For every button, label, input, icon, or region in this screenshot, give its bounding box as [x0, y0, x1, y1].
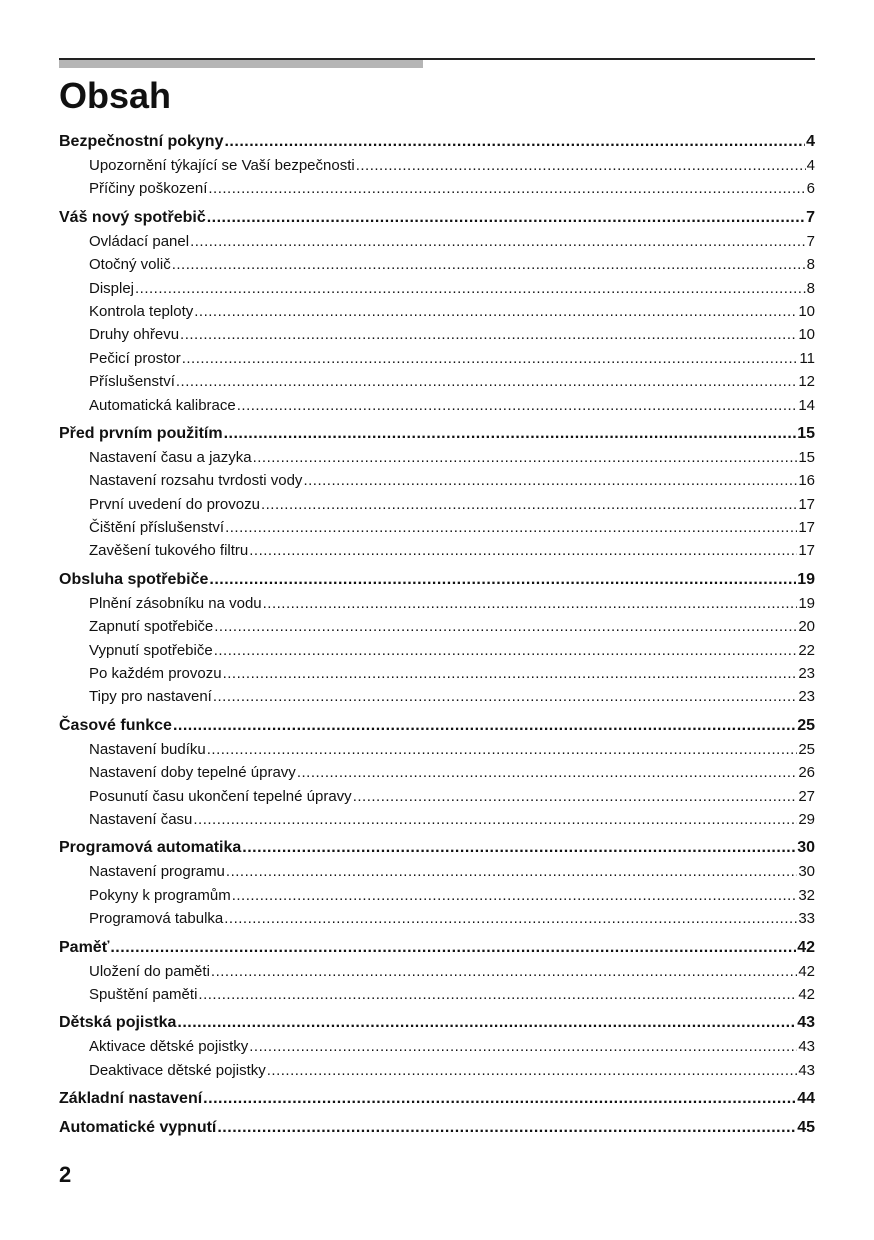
toc-subentry-page: 27 — [798, 787, 815, 805]
toc-section-entry-page: 42 — [797, 938, 815, 956]
toc-subentry-page: 16 — [798, 472, 815, 490]
toc-section-entry-label: Automatické vypnutí — [59, 1119, 217, 1137]
toc-subentry-page: 43 — [798, 1038, 815, 1056]
toc-subentry-label: Automatická kalibrace — [89, 396, 236, 414]
toc-subentry-page: 7 — [806, 232, 815, 250]
toc-subentry[interactable] — [59, 785, 815, 808]
dot-leader — [237, 394, 798, 417]
toc-subentry-label: Příslušenství — [89, 373, 175, 391]
dot-leader — [207, 206, 805, 230]
toc-subentry[interactable] — [59, 347, 815, 370]
toc-subentry[interactable] — [59, 323, 815, 346]
toc-section-entry-label: Základní nastavení — [59, 1090, 203, 1108]
toc-subentry[interactable] — [59, 907, 815, 930]
toc-section-entry[interactable] — [59, 714, 815, 738]
toc-subentry-page: 29 — [798, 810, 815, 828]
toc-subentry-page: 6 — [806, 180, 815, 198]
toc-section-entry[interactable] — [59, 130, 815, 154]
toc-subentry-label: Nastavení času a jazyka — [89, 448, 252, 466]
dot-leader — [249, 1035, 797, 1058]
toc-subentry-page: 17 — [798, 495, 815, 513]
toc-subentry-page: 22 — [798, 641, 815, 659]
toc-subentry-page: 15 — [798, 448, 815, 466]
toc-section-entry-page: 45 — [797, 1119, 815, 1137]
toc-section-entry-label: Bezpečnostní pokyny — [59, 133, 224, 150]
toc-subentry-label: Vypnutí spotřebiče — [89, 641, 213, 659]
toc-subentry[interactable] — [59, 592, 815, 615]
toc-subentry-page: 10 — [798, 302, 815, 320]
toc-subentry[interactable] — [59, 685, 815, 708]
toc-section-entry-page: 7 — [806, 208, 815, 226]
dot-leader — [110, 936, 796, 960]
toc-subentry-label: Displej — [89, 279, 135, 297]
toc-section-entry[interactable] — [59, 1087, 815, 1111]
toc-subentry-page: 4 — [806, 157, 815, 174]
dot-leader — [173, 714, 796, 738]
toc-subentry[interactable] — [59, 615, 815, 638]
toc-section-entry-label: Váš nový spotřebič — [59, 208, 206, 226]
toc-subentry-page: 14 — [798, 396, 815, 414]
toc-subentry-label: Nastavení času — [89, 810, 193, 828]
dot-leader — [356, 154, 806, 177]
dot-leader — [303, 469, 797, 492]
dot-leader — [180, 323, 797, 346]
toc-subentry[interactable] — [59, 960, 815, 983]
toc-section-entry-label: Programová automatika — [59, 839, 242, 857]
toc-subentry-page: 26 — [798, 764, 815, 782]
toc-subentry-label: Kontrola teploty — [89, 302, 194, 320]
toc-subentry-label: Zavěšení tukového filtru — [89, 542, 249, 560]
toc-subentry[interactable] — [59, 493, 815, 516]
dot-leader — [207, 738, 798, 761]
toc-subentry-page: 10 — [798, 326, 815, 344]
toc-subentry[interactable] — [59, 808, 815, 831]
toc-subentry-label: Tipy pro nastavení — [89, 688, 212, 706]
dot-leader — [353, 785, 798, 808]
toc-subentry-page: 11 — [799, 349, 815, 367]
dot-leader — [176, 370, 797, 393]
toc-section-entry[interactable] — [59, 836, 815, 860]
dot-leader — [249, 539, 797, 562]
toc-subentry[interactable] — [59, 1059, 815, 1082]
dot-leader — [208, 177, 805, 200]
toc-subentry-page: 30 — [798, 863, 815, 881]
toc-section-entry[interactable] — [59, 936, 815, 960]
toc-subentry-page: 32 — [798, 886, 815, 904]
toc-subentry-label: Po každém provozu — [89, 665, 222, 683]
dot-leader — [242, 836, 796, 860]
toc-subentry[interactable] — [59, 662, 815, 685]
toc-subentry[interactable] — [59, 394, 815, 417]
toc-section-entry-page: 25 — [797, 716, 815, 734]
toc-subentry-label: Druhy ohřevu — [89, 326, 180, 344]
dot-leader — [226, 860, 797, 883]
toc-section-entry[interactable] — [59, 568, 815, 592]
toc-subentry-label: Spuštění paměti — [89, 985, 198, 1003]
dot-leader — [267, 1059, 798, 1082]
toc-subentry-label: Příčiny poškození — [89, 180, 208, 198]
dot-leader — [209, 568, 796, 592]
toc-subentry[interactable] — [59, 469, 815, 492]
dot-leader — [217, 1116, 796, 1140]
toc-subentry-page: 43 — [798, 1061, 815, 1079]
toc-subentry-label: Nastavení rozsahu tvrdosti vody — [89, 472, 303, 490]
dot-leader — [182, 347, 799, 370]
toc-subentry-label: První uvedení do provozu — [89, 495, 260, 513]
dot-leader — [213, 685, 797, 708]
toc-subentry[interactable] — [59, 230, 815, 253]
toc-subentry-label: Zapnutí spotřebiče — [89, 618, 214, 636]
toc-section-entry-label: Paměť — [59, 938, 110, 956]
toc-subentry-page: 8 — [806, 279, 815, 297]
toc-section-entry-label: Před prvním použitím — [59, 424, 223, 442]
toc-subentry[interactable] — [59, 639, 815, 662]
toc-subentry-label: Otočný volič — [89, 256, 171, 274]
toc-subentry-label: Upozornění týkající se Vaší bezpečnosti — [89, 157, 355, 174]
toc-section-entry-label: Dětská pojistka — [59, 1014, 177, 1032]
toc-subentry-label: Uložení do paměti — [89, 962, 210, 980]
table-of-contents — [59, 130, 815, 1140]
toc-subentry[interactable] — [59, 983, 815, 1006]
dot-leader — [198, 983, 797, 1006]
toc-section-entry-page: 15 — [797, 424, 815, 442]
toc-subentry-label: Aktivace dětské pojistky — [89, 1038, 249, 1056]
toc-subentry-label: Posunutí času ukončení tepelné úpravy — [89, 787, 352, 805]
dot-leader — [177, 1011, 796, 1035]
toc-section-entry-label: Obsluha spotřebiče — [59, 570, 209, 588]
page-number: 2 — [59, 1162, 72, 1187]
toc-section-entry-page: 4 — [806, 133, 815, 150]
toc-subentry-page: 25 — [798, 740, 815, 758]
toc-subentry-page: 23 — [798, 665, 815, 683]
toc-section-entry[interactable] — [59, 1116, 815, 1140]
toc-section-entry[interactable] — [59, 206, 815, 230]
toc-subentry[interactable] — [59, 300, 815, 323]
toc-section-entry-label: Časové funkce — [59, 716, 172, 734]
toc-subentry-label: Programová tabulka — [89, 910, 224, 928]
toc-subentry-page: 20 — [798, 618, 815, 636]
dot-leader — [232, 884, 798, 907]
toc-subentry[interactable] — [59, 370, 815, 393]
toc-section-entry[interactable] — [59, 1011, 815, 1035]
toc-subentry-page: 8 — [806, 256, 815, 274]
toc-subentry-label: Deaktivace dětské pojistky — [89, 1061, 266, 1079]
dot-leader — [297, 761, 798, 784]
toc-subentry-label: Nastavení budíku — [89, 740, 206, 758]
toc-subentry-label: Plnění zásobníku na vodu — [89, 594, 262, 612]
toc-subentry-page: 42 — [798, 985, 815, 1003]
toc-subentry-label: Nastavení programu — [89, 863, 225, 881]
toc-subentry-page: 17 — [798, 519, 815, 537]
dot-leader — [223, 662, 798, 685]
toc-subentry-label: Ovládací panel — [89, 232, 190, 250]
dot-leader — [261, 493, 797, 516]
toc-section-entry-page: 19 — [797, 570, 815, 588]
toc-subentry-page: 23 — [798, 688, 815, 706]
toc-subentry-page: 42 — [798, 962, 815, 980]
toc-subentry[interactable] — [59, 154, 815, 177]
toc-subentry-label: Pečicí prostor — [89, 349, 181, 367]
toc-section-entry[interactable] — [59, 422, 815, 446]
toc-subentry[interactable] — [59, 253, 815, 276]
dot-leader — [225, 516, 797, 539]
dot-leader — [263, 592, 798, 615]
toc-subentry[interactable] — [59, 761, 815, 784]
dot-leader — [190, 230, 806, 253]
toc-subentry[interactable] — [59, 884, 815, 907]
toc-section-entry-page: 30 — [797, 839, 815, 857]
toc-subentry-label: Nastavení doby tepelné úpravy — [89, 764, 296, 782]
dot-leader — [193, 808, 797, 831]
header-accent-bar — [59, 60, 423, 68]
dot-leader — [211, 960, 797, 983]
dot-leader — [194, 300, 797, 323]
toc-subentry[interactable] — [59, 516, 815, 539]
toc-subentry[interactable] — [59, 177, 815, 200]
dot-leader — [214, 639, 798, 662]
toc-subentry[interactable] — [59, 539, 815, 562]
toc-subentry[interactable] — [59, 446, 815, 469]
dot-leader — [224, 422, 797, 446]
dot-leader — [253, 446, 798, 469]
dot-leader — [135, 277, 806, 300]
toc-subentry-page: 12 — [798, 373, 815, 391]
dot-leader — [214, 615, 797, 638]
dot-leader — [203, 1087, 796, 1111]
page-title: Obsah — [59, 75, 172, 116]
toc-subentry[interactable] — [59, 277, 815, 300]
toc-subentry-page: 19 — [798, 594, 815, 612]
toc-subentry-page: 33 — [798, 910, 815, 928]
toc-subentry[interactable] — [59, 738, 815, 761]
toc-subentry-label: Čištění příslušenství — [89, 519, 225, 537]
toc-section-entry-page: 44 — [797, 1090, 815, 1108]
toc-subentry[interactable] — [59, 1035, 815, 1058]
toc-subentry-page: 17 — [798, 542, 815, 560]
dot-leader — [224, 130, 805, 154]
toc-subentry[interactable] — [59, 860, 815, 883]
dot-leader — [224, 907, 797, 930]
toc-section-entry-page: 43 — [797, 1014, 815, 1032]
dot-leader — [172, 253, 806, 276]
toc-subentry-label: Pokyny k programům — [89, 886, 231, 904]
